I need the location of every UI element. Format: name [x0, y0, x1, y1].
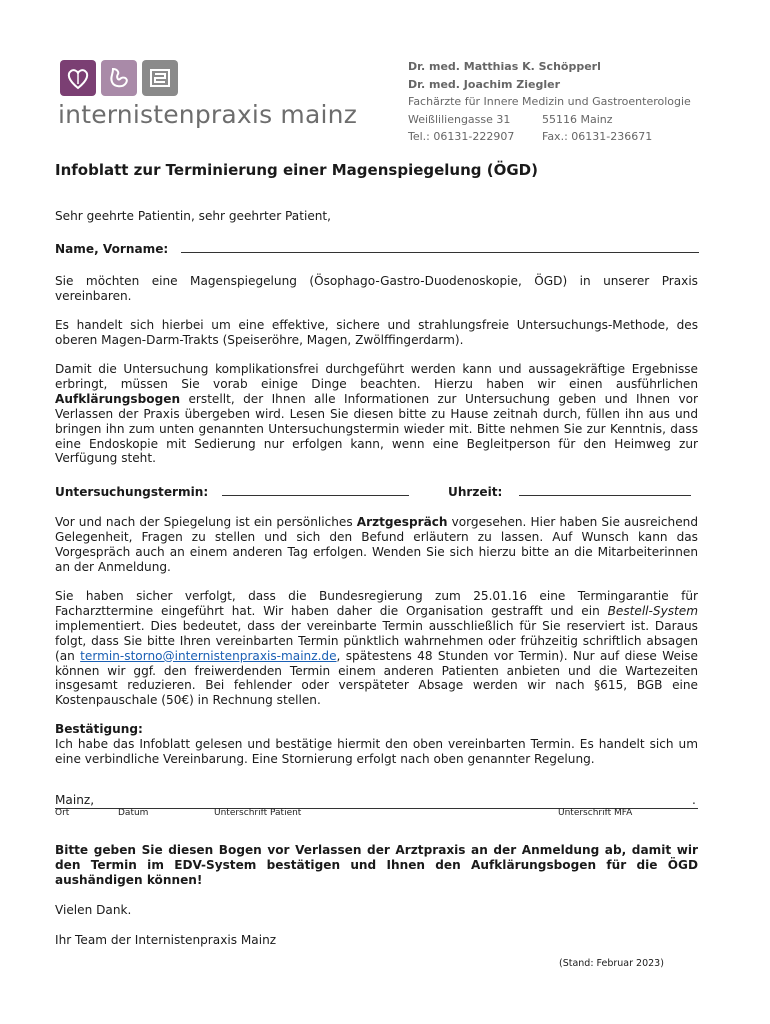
signature-city: Mainz, [55, 793, 95, 807]
contact-row [408, 128, 691, 146]
p4-text-a: Vor und nach der Spiegelung ist ein persönliches [55, 515, 357, 529]
p5-text-a: Sie haben sicher verfolgt, dass die Bundesregierung zum 25.01.16 eine Termingarantie für Facharzttermine eingeführt hat. Wir haben daher die Organisation gestrafft und ein [55, 589, 698, 618]
label-datum: Datum [118, 808, 149, 818]
thanks: Vielen Dank. [55, 903, 132, 917]
p3-text-a: Damit die Untersuchung komplikationsfrei durchgeführt werden kann und aussagekräftige Ergebnisse erbringt, müssen Sie vorab einige Dinge beachten. Hierzu haben wir einen ausführlichen [55, 362, 698, 391]
address-row [408, 111, 691, 129]
signature-end: . [692, 793, 696, 807]
address-block [408, 58, 691, 146]
street: Weißliliengasse 31 [408, 112, 511, 126]
practice-logo [58, 60, 358, 130]
label-mfa-signature: Unterschrift MFA [558, 808, 633, 818]
p5-text-c: , spätestens 48 Stunden vor Termin). Nur auf diese Weise können wir ggf. den freiwerdenden Termin einem anderen Patienten anbieten und die Wartezeiten insgesamt reduzieren. Bei fehlender oder verspäteter Absage werden wir nach §615, BGB eine Kostenpauschale (50€) in Rechnung stellen. [55, 648, 698, 708]
time-row [448, 485, 691, 499]
document-title: Infoblatt zur Terminierung einer Magenspiegelung (ÖGD) [55, 161, 538, 179]
city: 55116 Mainz [542, 112, 613, 126]
p3-bold: Aufklärungsbogen [55, 391, 181, 406]
name-label: Name, Vorname: [55, 242, 169, 256]
phone: Tel.: 06131-222907 [408, 130, 515, 143]
intestine-icon [142, 60, 178, 96]
p4-bold: Arztgespräch [356, 515, 448, 529]
label-patient-signature: Unterschrift Patient [214, 808, 302, 818]
time-label: Uhrzeit: [448, 485, 503, 499]
appointment-label: Untersuchungstermin: [55, 485, 209, 499]
p4-text-b: vorgesehen. Hier haben Sie ausreichend Gelegenheit, Fragen zu stellen und sich den Befund erläutern zu lassen. Auf Wunsch kann das Vorgespräch auch an einem anderen Tag erfolgen. Wenden Sie sich hierzu bitte an die Mitarbeiterinnen an der Anmeldung. [55, 515, 698, 574]
heart-icon [60, 60, 96, 96]
logo-icons [60, 60, 178, 96]
final-instruction: Bitte geben Sie diesen Bogen vor Verlassen der Arztpraxis an der Anmeldung ab, damit wir den Termin im EDV-System bestätigen und Ihnen den Aufklärungsbogen für die ÖGD aushändigen können! [55, 843, 698, 887]
appointment-input-line[interactable] [222, 485, 409, 496]
specialty: Fachärzte für Innere Medizin und Gastroenterologie [408, 95, 691, 108]
paragraph-preparation [55, 362, 698, 466]
confirmation-text: Ich habe das Infoblatt gelesen und bestätige hiermit den oben vereinbarten Termin. Es handelt sich um eine verbindliche Vereinbarung. Eine Stornierung erfolgt nach oben genannter Regelung. [55, 737, 698, 766]
name-field-row [55, 242, 699, 256]
greeting: Sehr geehrte Patientin, sehr geehrter Patient, [55, 209, 332, 223]
appointment-row [55, 485, 409, 499]
time-input-line[interactable] [519, 485, 691, 496]
practice-name: internistenpraxis mainz [58, 100, 358, 129]
fax: Fax.: 06131-236671 [542, 130, 653, 143]
storno-email-link[interactable]: termin-storno@internistenpraxis-mainz.de [80, 648, 337, 663]
team-signoff: Ihr Team der Internistenpraxis Mainz [55, 933, 277, 947]
paragraph-method: Es handelt sich hierbei um eine effektive, sichere und strahlungsfreie Untersuchungs-Methode, des oberen Magen-Darm-Trakts (Speiseröhre, Magen, Zwölffingerdarm). [55, 318, 698, 347]
p5-text-b: implementiert. Dies bedeutet, dass der vereinbarte Termin ausschließlich für Sie reserviert ist. Daraus folgt, dass Sie bitte Ihren vereinbarten Termin pünktlich wahrnehmen oder frühzeitig schriftlich absagen (an [55, 618, 698, 663]
name-input-line[interactable] [181, 242, 699, 253]
paragraph-intro: Sie möchten eine Magenspiegelung (Ösophago-Gastro-Duodenoskopie, ÖGD) in unserer Praxis vereinbaren. [55, 274, 698, 303]
doctor-1: Dr. med. Matthias K. Schöpperl [408, 60, 601, 73]
paragraph-consultation [55, 515, 698, 575]
stomach-icon [101, 60, 137, 96]
p3-text-b: erstellt, der Ihnen alle Informationen zur Untersuchung geben und Ihnen vor Verlassen der Praxis übergeben wird. Lesen Sie diesen bitte zu Hause zeitnah durch, füllen ihn aus und bringen ihn zum unten genannten Untersuchungstermin wieder mit. Bitte nehmen Sie zur Kenntnis, dass eine Endoskopie mit Sedierung nur erfolgen kann, wenn eine Begleitperson für den Heimweg zur Verfügung steht. [55, 391, 698, 466]
p5-italic: Bestell-System [607, 603, 698, 618]
paragraph-cancellation [55, 589, 698, 708]
confirmation-heading: Bestätigung: [55, 722, 143, 736]
doctor-2: Dr. med. Joachim Ziegler [408, 77, 561, 91]
version-stamp: (Stand: Februar 2023) [559, 958, 664, 969]
label-ort: Ort [55, 808, 70, 818]
